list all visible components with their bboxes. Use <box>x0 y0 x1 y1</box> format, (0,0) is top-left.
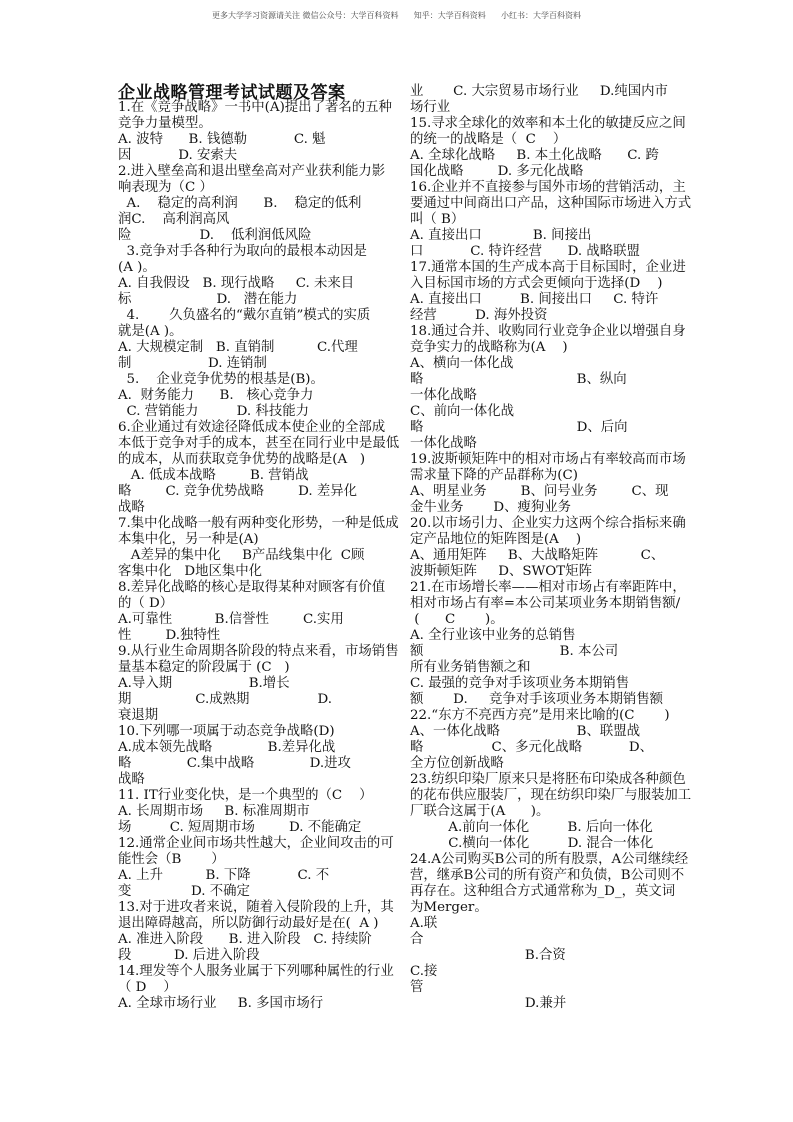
text-line: 所有业务销售额之和 <box>410 660 531 675</box>
text-line: A、横向一体化战 <box>410 356 514 371</box>
text-line: 衰退期 <box>118 708 159 723</box>
text-line: 要通过中间商出口产品，这种国际市场进入方式 <box>410 196 692 211</box>
text-line: A差异的集中化 B产品线集中化 C顾 <box>118 548 365 563</box>
text-line: 定产品地位的矩阵图是(A ) <box>410 532 582 547</box>
text-line: A. 全球市场行业 B. 多国市场行 <box>118 996 324 1011</box>
text-line: A、一体化战略 B、联盟战 <box>410 724 641 739</box>
text-line: 能性会（B ） <box>118 852 225 867</box>
text-line: 1.在《竞争战略》一书中(A)提出了著名的五种 <box>118 100 392 115</box>
text-line: 16.企业并不直接参与国外市场的营销活动，主 <box>410 180 686 195</box>
text-line: 11. IT行业变化快，是一个典型的（C ） <box>118 788 373 803</box>
right-column <box>410 84 710 1012</box>
text-line: 竞争实力的战略称为(A ) <box>410 340 568 355</box>
text-line: 的成本，从而获取竞争优势的战略是(A ) <box>118 452 366 467</box>
text-line: 战略 <box>118 772 145 787</box>
text-line: （ D ） <box>118 980 177 995</box>
text-line: 10.下列哪一项属于动态竞争战略(D) <box>118 724 335 739</box>
text-line: 口 C. 特许经营 D. 战略联盟 <box>410 244 640 259</box>
text-line: 的（ D） <box>118 596 174 611</box>
text-line: A.联 <box>410 916 438 931</box>
text-line: 3.竞争对手各种行为取向的最根本动因是 <box>118 244 367 259</box>
text-line: C. 营销能力 D. 科技能力 <box>118 404 309 419</box>
text-line: 略 C. 竞争优势战略 D. 差异化 <box>118 484 358 499</box>
text-line: 合 <box>410 932 424 947</box>
text-line: C、前向一体化战 <box>410 404 514 419</box>
text-line: 战略 <box>118 500 145 515</box>
text-line: 额 B. 本公司 <box>410 644 619 659</box>
text-line: 管 <box>410 980 424 995</box>
text-line: 厂联合这属于(A )。 <box>410 804 550 819</box>
text-line: 需求量下降的产品群称为(C) <box>410 468 578 483</box>
text-line: C.横向一体化 D. 混合一体化 <box>410 836 654 851</box>
text-line: 就是(A )。 <box>118 324 183 339</box>
text-line: 14.理发等个人服务业属于下列哪种属性的行业 <box>118 964 394 979</box>
text-line: 标 D. 潜在能力 <box>118 292 298 307</box>
document-title: 企业战略管理考试试题及答案 <box>118 83 346 103</box>
text-line: 24.A公司购买B公司的所有股票，A公司继续经 <box>410 852 689 867</box>
text-line: ( C )。 <box>410 612 504 627</box>
text-line: 竞争力量模型。 <box>118 116 212 131</box>
text-line: 场 C. 短周期市场 D. 不能确定 <box>118 820 362 835</box>
text-line: 金牛业务 D、瘦狗业务 <box>410 500 572 515</box>
text-line: 8.差异化战略的核心是取得某种对顾客有价值 <box>118 580 386 595</box>
text-line: 的统一的战略是（ C ） <box>410 132 567 147</box>
text-line: 17.通常本国的生产成本高于目标国时，企业进 <box>410 260 686 275</box>
text-line: 变 D. 不确定 <box>118 884 250 899</box>
text-line: 2.进入壁垒高和退出壁垒高对产业获利能力影 <box>118 164 386 179</box>
text-line: 略 B、纵向 <box>410 372 627 387</box>
text-line: 制 D. 连销制 <box>118 356 267 371</box>
text-line: A. 财务能力 B. 核心竞争力 <box>118 388 314 403</box>
text-line: 本低于竞争对手的成本，甚至在同行业中是最低 <box>118 436 400 451</box>
text-line: 6.企业通过有效途径降低成本使企业的全部成 <box>118 420 386 435</box>
text-line: 业 C. 大宗贸易市场行业 D.纯国内市 <box>410 84 668 99</box>
text-line: A. 全球化战略 B. 本土化战略 C. 跨 <box>410 148 659 163</box>
text-line: 险 D. 低利润低风险 <box>118 228 312 243</box>
text-line: 本集中化，另一种是(A) <box>118 532 259 547</box>
text-line: D.兼并 <box>410 996 567 1011</box>
text-line: 量基本稳定的阶段属于 (C ) <box>118 660 290 675</box>
text-line: 12.通常企业间市场共性越大，企业间攻击的可 <box>118 836 394 851</box>
text-line: A.导入期 B.增长 <box>118 676 290 691</box>
text-line: 客集中化 D地区集中化 <box>118 564 263 579</box>
text-line: A. 全行业该中业务的总销售 <box>410 628 576 643</box>
text-line: 23.纺织印染厂原来只是将胚布印染成各种颜色 <box>410 772 686 787</box>
text-line: (A )。 <box>118 260 156 275</box>
text-line: 一体化战略 <box>410 436 477 451</box>
text-line: 4. 久负盛名的“戴尔直销”模式的实质 <box>118 308 371 323</box>
text-line: A. 自我假设 B. 现行战略 C. 未来目 <box>118 276 355 291</box>
text-line: 相对市场占有率=本公司某项业务本期销售额/ <box>410 596 681 611</box>
text-line: 15.寻求全球化的效率和本土化的敏捷反应之间 <box>410 116 686 131</box>
text-line: A.成本领先战略 B.差异化战 <box>118 740 336 755</box>
text-line: 21.在市场增长率——相对市场占有率距阵中， <box>410 580 686 595</box>
text-line: 因 D. 安索夫 <box>118 148 238 163</box>
text-line: A. 直接出口 B. 间接出 <box>410 228 592 243</box>
text-line: A.可靠性 B.信誉性 C.实用 <box>118 612 344 627</box>
text-line: 润C. 高利润高风 <box>118 212 230 227</box>
text-line: C. 最强的竞争对手该项业务本期销售 <box>410 676 630 691</box>
text-line: B.合资 <box>410 948 566 963</box>
text-line: 7.集中化战略一般有两种变化形势，一种是低成 <box>118 516 399 531</box>
text-line: 18.通过合并、收购同行业竞争企业以增强自身 <box>410 324 686 339</box>
text-line: 5. 企业竞争优势的根基是(B)。 <box>118 372 324 387</box>
text-line: 为Merger。 <box>410 900 488 915</box>
text-line: A.前向一体化 B. 后向一体化 <box>410 820 653 835</box>
text-line: 国化战略 D. 多元化战略 <box>410 164 584 179</box>
text-line: 13.对于进攻者来说，随着入侵阶段的上升，其 <box>118 900 394 915</box>
text-line: 场行业 <box>410 100 451 115</box>
text-line: A. 上升 B. 下降 C. 不 <box>118 868 330 883</box>
text-line: 全方位创新战略 <box>410 756 504 771</box>
text-line: 响表现为（C ） <box>118 180 213 195</box>
text-line: C.接 <box>410 964 438 979</box>
text-line: 段 D. 后进入阶段 <box>118 948 260 963</box>
text-line: 略 D、后向 <box>410 420 628 435</box>
text-line: 经营 D. 海外投资 <box>410 308 548 323</box>
text-line: 略 C.集中战略 D.进攻 <box>118 756 351 771</box>
text-line: A、明星业务 B、问号业务 C、现 <box>410 484 669 499</box>
text-line: A. 低成本战略 B. 营销战 <box>118 468 309 483</box>
text-line: A. 直接出口 B. 间接出口 C. 特许 <box>410 292 659 307</box>
text-line: 的花布供应服装厂，现在纺织印染厂与服装加工 <box>410 788 692 803</box>
left-column <box>118 100 418 1012</box>
text-line: 9.从行业生命周期各阶段的特点来看，市场销售 <box>118 644 399 659</box>
text-line: A. 长周期市场 B. 标准周期市 <box>118 804 310 819</box>
text-line: 一体化战略 <box>410 388 477 403</box>
text-line: 期 C.成熟期 D. <box>118 692 333 707</box>
text-line: 退出障碍越高，所以防御行动最好是在( A ) <box>118 916 379 931</box>
text-line: A、通用矩阵 B、大战略矩阵 C、 <box>410 548 665 563</box>
text-line: 性 D.独特性 <box>118 628 221 643</box>
text-line: 叫（ B） <box>410 212 465 227</box>
text-line: 19.波斯顿矩阵中的相对市场占有率较高而市场 <box>410 452 686 467</box>
text-line: A. 波特 B. 钱德勒 C. 魁 <box>118 132 326 147</box>
text-line: 波斯顿矩阵 D、SWOT矩阵 <box>410 564 592 579</box>
text-line: 再存在。这种组合方式通常称为_D_，英文词 <box>410 884 676 899</box>
page-header-note: 更多大学学习资源请关注 微信公众号：大学百科资料 知乎：大学百科资料 小红书：大学百科资料 <box>211 11 582 20</box>
text-line: A. 准进入阶段 B. 进入阶段 C. 持续阶 <box>118 932 372 947</box>
text-line: 略 C、多元化战略 D、 <box>410 740 654 755</box>
text-line: 22.“东方不亮西方亮”是用来比喻的(C ) <box>410 708 670 723</box>
text-line: 20.以市场引力、企业实力这两个综合指标来确 <box>410 516 686 531</box>
text-line: A. 稳定的高利润 B. 稳定的低利 <box>118 196 362 211</box>
text-line: 营，继承B公司的所有资产和负债，B公司则不 <box>410 868 685 883</box>
text-line: 入目标国市场的方式会更倾向于选择(D ) <box>410 276 663 291</box>
text-line: A. 大规模定制 B. 直销制 C.代理 <box>118 340 358 355</box>
text-line: 额 D. 竞争对手该项业务本期销售额 <box>410 692 664 707</box>
